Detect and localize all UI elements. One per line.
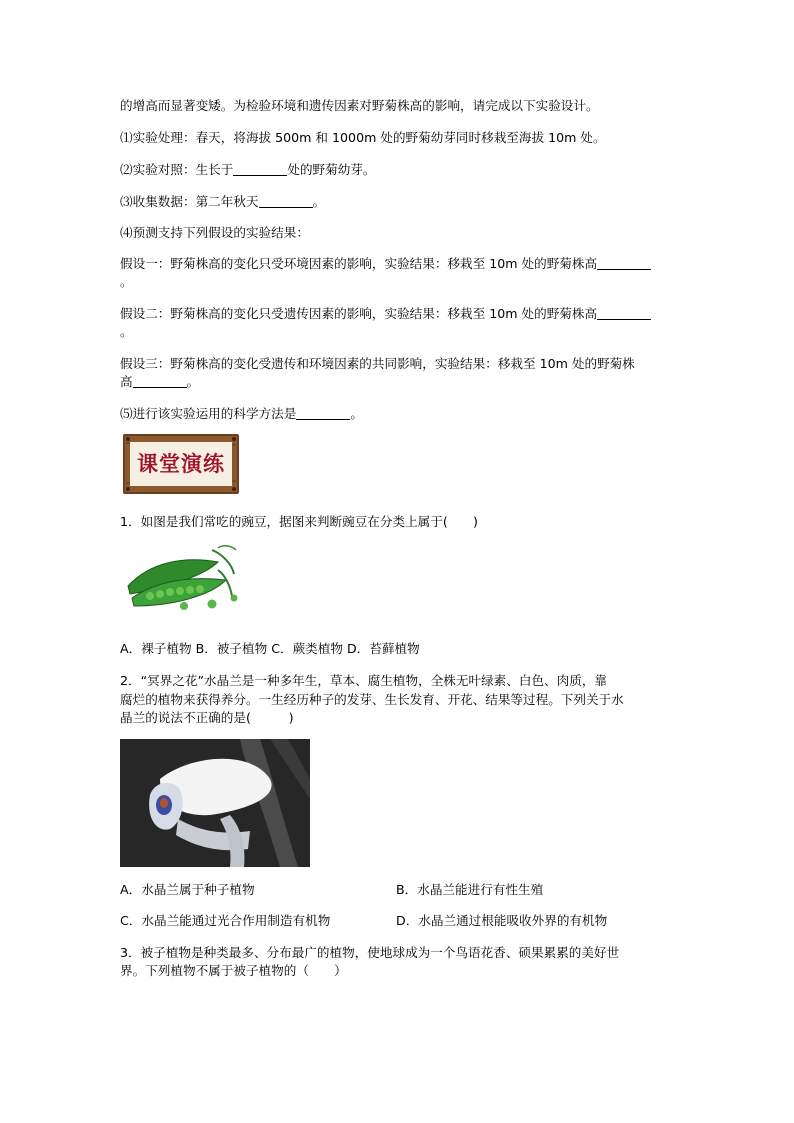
intro-tail: 的增高而显著变矮。为检验环境和遗传因素对野菊株高的影响，请完成以下实验设计。 [120,98,599,113]
blank-h1[interactable] [597,255,651,270]
pea-pod-icon [122,540,244,612]
q2-option-c[interactable]: C．水晶兰能通过光合作用制造有机物 [120,913,331,928]
hypothesis-2-end: 。 [120,324,133,339]
q2-line1: 2．“冥界之花”水晶兰是一种多年生，草本、腐生植物，全株无叶绿素、白色、肉质，靠 [120,673,608,688]
monotropa-photo [120,739,310,867]
ghost-plant-icon [120,739,310,867]
blank-method[interactable] [296,405,350,420]
q3-line2: 界。下列植物不属于被子植物的（ ） [120,963,347,978]
blank-control-site[interactable] [233,161,287,176]
q2-line3: 晶兰的说法不正确的是( ) [120,710,294,725]
q2-option-a[interactable]: A．水晶兰属于种子植物 [120,882,255,897]
q1-options: A．裸子植物 B．被子植物 C．蕨类植物 D．苔藓植物 [120,641,420,656]
step-3: ⑶收集数据：第二年秋天 。 [120,194,326,209]
step-2: ⑵实验对照：生长于 处的野菊幼芽。 [120,162,376,177]
q1-stem: 1．如图是我们常吃的豌豆，据图来判断豌豆在分类上属于( ) [120,514,478,529]
blank-data[interactable] [259,193,313,208]
section-badge-title: 课堂演练 [137,451,225,476]
step-1: ⑴实验处理：春天，将海拔 500m 和 1000m 处的野菊幼芽同时移栽至海拔 10m 处。 [120,130,606,145]
blank-h2[interactable] [597,305,651,320]
q2-option-b[interactable]: B．水晶兰能进行有性生殖 [396,882,544,897]
step-5: ⑸进行该实验运用的科学方法是 。 [120,406,363,421]
hypothesis-1: 假设一：野菊株高的变化只受环境因素的影响，实验结果：移栽至 10m 处的野菊株高 [120,254,680,274]
hypothesis-1-end: 。 [120,274,133,289]
hypothesis-2: 假设二：野菊株高的变化只受遗传因素的影响，实验结果：移栽至 10m 处的野菊株高 [120,304,680,324]
q3-line1: 3．被子植物是种类最多、分布最广的植物，使地球成为一个鸟语花香、硕果累累的美好世 [120,945,620,960]
pea-pod-image [122,540,244,612]
q2-option-d[interactable]: D．水晶兰通过根能吸收外界的有机物 [396,913,608,928]
q2-line2: 腐烂的植物来获得养分。一生经历种子的发芽、生长发育、开花、结果等过程。下列关于水 [120,692,624,707]
step-4: ⑷预测支持下列假设的实验结果： [120,225,309,240]
hypothesis-3-line2: 高 。 [120,374,200,389]
section-badge [122,433,240,495]
hypothesis-3-line1: 假设三：野菊株高的变化受遗传和环境因素的共同影响，实验结果：移栽至 10m 处的野菊株 [120,356,635,371]
blank-h3[interactable] [133,373,187,388]
